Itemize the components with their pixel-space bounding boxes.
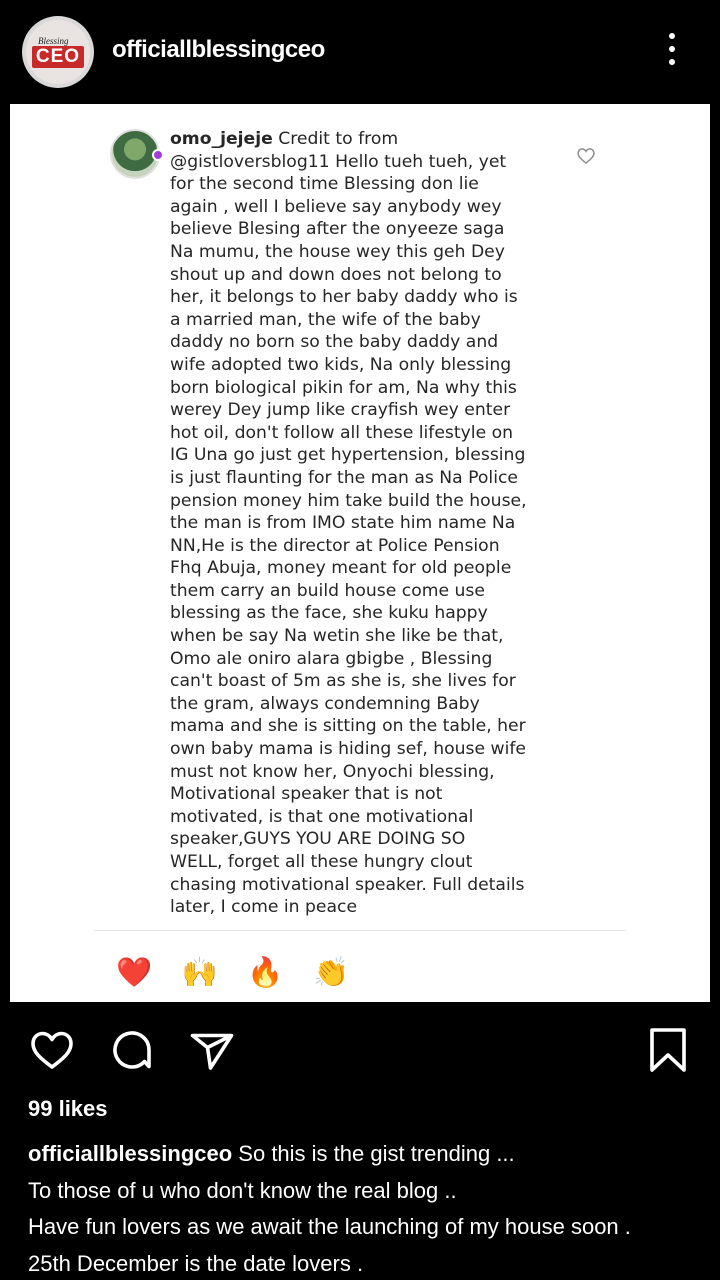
post-header [0, 0, 720, 104]
caption-line: Have fun lovers as we await the launching of my house soon . [28, 1214, 631, 1239]
comment-text [170, 128, 555, 919]
reaction-heart-icon: ❤️ [115, 955, 153, 989]
avatar-small-text: Blessing [38, 36, 69, 46]
post-caption [28, 1136, 708, 1280]
reaction-surprised-icon: 😮 [513, 955, 544, 989]
username-link[interactable]: officiallblessingceo [112, 36, 325, 63]
comment-body: Credit to from @gistloversblog11 Hello tueh tueh, yet for the second time Blessing don lie again , well I believe say anybody wey believe Blesing after the onyeeze saga Na mumu, the house wey this geh Dey shout up and down does not belong to her, it belongs to her baby daddy who is a married man, the wife of the baby daddy no born so the baby daddy and wife adopted two kids, Na only blessing born biological pikin for am, Na why this werey Dey jump like crayfish wey enter hot oil, don't follow all these lifestyle on IG Una go just get hypertension, blessing is just flaunting for the man as Na Police pension money him take build the house, the man is from IMO state him name Na NN,He is the director at Police Pension Fhq Abuja, money meant for old people them carry an build house come use blessing as the face, she kuku happy when be say Na wetin she like be that, Omo ale oniro alara gbigbe , Blessing can't boast of 5m as she is, she lives for the gram, always condemning Baby mama and she is sitting on the table, her own baby mama is hiding sef, house wife must not know her, Onyochi blessing, Motivational speaker that is not motivated, is that one motivational speaker,GUYS YOU ARE DOING SO WELL, forget all these hungry clout chasing motivational speaker. Full details later, I come in peace [170, 129, 527, 918]
comment-icon[interactable] [108, 1026, 156, 1074]
quick-reactions [114, 954, 614, 990]
reaction-crying-icon: 😢 [381, 955, 412, 989]
reaction-laughing-icon: 😂 [576, 955, 611, 989]
comment-username: omo_jejeje [170, 129, 273, 149]
comment-avatar [110, 129, 160, 179]
post-actions [0, 1002, 720, 1092]
profile-avatar[interactable] [22, 16, 94, 88]
share-icon[interactable] [188, 1026, 236, 1074]
reaction-heart-eyes-icon: 😍 [447, 955, 478, 989]
more-options-icon[interactable] [660, 30, 684, 74]
comment-like-icon [576, 146, 596, 166]
avatar-big-text: CEO [32, 46, 84, 68]
caption-username[interactable]: officiallblessingceo [28, 1141, 233, 1166]
reaction-raised-hands-icon: 🙌 [181, 955, 218, 989]
post-image[interactable] [10, 104, 710, 1002]
caption-line: To those of u who don't know the real blog .. [28, 1177, 457, 1203]
story-badge-icon [152, 149, 164, 161]
reaction-divider [94, 930, 626, 931]
caption-text: So this is the gist trending ... [238, 1141, 515, 1166]
reaction-fire-icon: 🔥 [247, 955, 284, 989]
likes-count[interactable]: 99 likes [28, 1096, 108, 1121]
caption-line: 25th December is the date lovers . [28, 1250, 364, 1276]
caption-line [28, 1136, 708, 1173]
like-icon[interactable] [28, 1026, 76, 1074]
avatar-image [26, 20, 90, 84]
save-icon[interactable] [644, 1026, 692, 1074]
reaction-clap-icon: 👏 [313, 955, 350, 989]
